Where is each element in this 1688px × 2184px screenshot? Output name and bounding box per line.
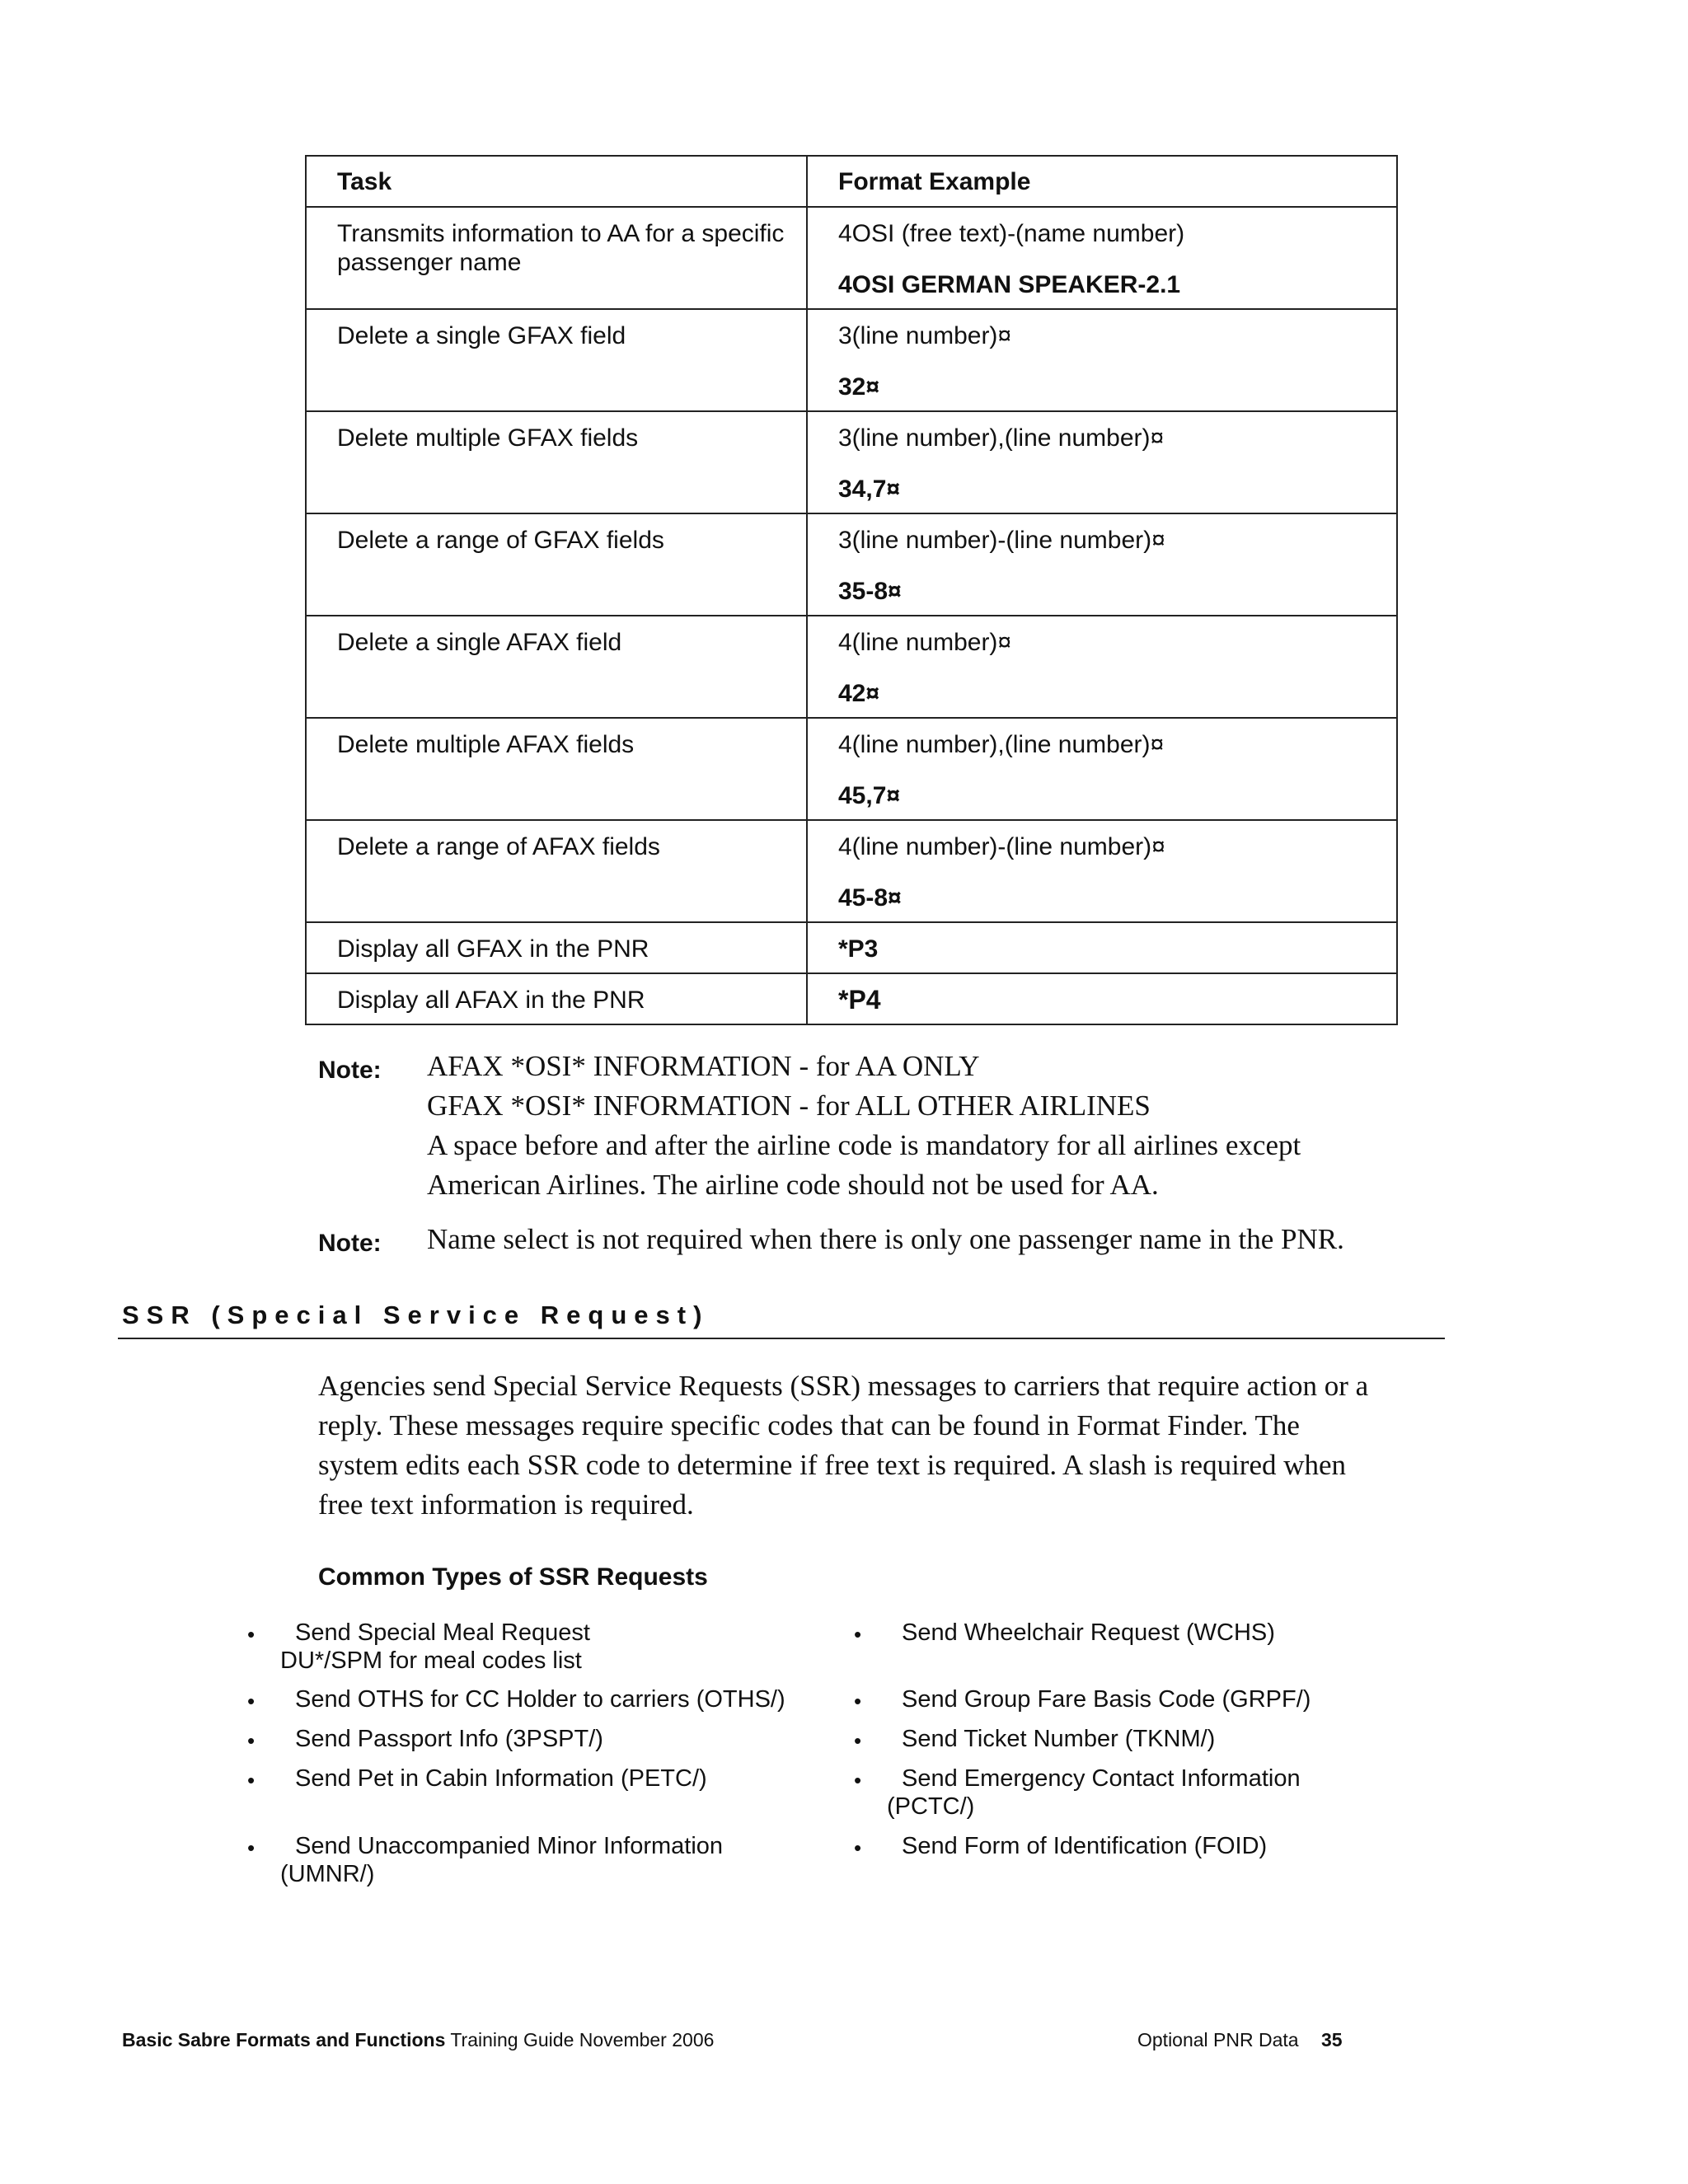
- section-divider: [118, 1338, 1445, 1339]
- note-text: [427, 1047, 1449, 1205]
- table-row: [306, 922, 1397, 973]
- format-pattern: 4(line number)-(line number)¤: [838, 833, 1165, 860]
- table-row: [306, 207, 1397, 309]
- format-cell: [807, 513, 1397, 616]
- note-label: Note:: [318, 1057, 382, 1084]
- list-item-text: Send Passport Info (3PSPT/): [295, 1726, 603, 1752]
- format-cell: [807, 718, 1397, 820]
- task-cell: Delete a range of AFAX fields: [306, 820, 807, 922]
- bullet-icon: •: [854, 1768, 862, 1793]
- note-line: AFAX *OSI* INFORMATION - for AA ONLY: [427, 1050, 980, 1082]
- footer-page-number: 35: [1321, 2029, 1343, 2050]
- table-row: [306, 820, 1397, 922]
- subheading: Common Types of SSR Requests: [318, 1563, 708, 1591]
- paragraph-line: free text information is required.: [318, 1488, 694, 1521]
- list-item-detail: DU*/SPM for meal codes list: [280, 1647, 582, 1674]
- task-cell: Delete a single AFAX field: [306, 616, 807, 718]
- format-example: 45-8¤: [838, 884, 902, 912]
- format-pattern: 4(line number)¤: [838, 629, 1012, 656]
- format-cell: [807, 922, 1397, 973]
- list-item-text: Send Form of Identification (FOID): [902, 1833, 1268, 1859]
- section-heading: SSR (Special Service Request): [122, 1301, 710, 1329]
- note-text: [427, 1220, 1449, 1259]
- format-table: [305, 155, 1398, 1025]
- format-cell: [807, 207, 1397, 309]
- format-example: 42¤: [838, 680, 880, 707]
- note-line: GFAX *OSI* INFORMATION - for ALL OTHER AIRLINES: [427, 1090, 1151, 1122]
- format-cell: [807, 820, 1397, 922]
- bullet-icon: •: [247, 1768, 256, 1793]
- task-cell: Delete a range of GFAX fields: [306, 513, 807, 616]
- task-cell: Delete a single GFAX field: [306, 309, 807, 411]
- note-line: Name select is not required when there is only one passenger name in the PNR.: [427, 1223, 1344, 1255]
- list-item-text: Send Pet in Cabin Information (PETC/): [295, 1765, 707, 1792]
- format-cell: [807, 309, 1397, 411]
- paragraph-line: system edits each SSR code to determine if free text is required. A slash is required when: [318, 1449, 1347, 1481]
- task-cell: Transmits information to AA for a specific passenger name: [306, 207, 807, 309]
- header-format-example: Format Example: [807, 156, 1397, 207]
- format-example: 34,7¤: [838, 476, 901, 503]
- format-cell: [807, 973, 1397, 1024]
- format-pattern: 4OSI (free text)-(name number): [838, 220, 1185, 247]
- list-item-text: Send Special Meal Request: [295, 1619, 590, 1646]
- bullet-icon: •: [854, 1689, 862, 1713]
- bullet-icon: •: [247, 1689, 256, 1713]
- footer-chapter: Optional PNR Data: [1137, 2029, 1299, 2050]
- list-item-text: Send Ticket Number (TKNM/): [902, 1726, 1216, 1752]
- format-cell: [807, 616, 1397, 718]
- bullet-icon: •: [247, 1728, 256, 1753]
- footer-book-subtitle: Training Guide November 2006: [445, 2029, 715, 2050]
- task-cell: Delete multiple GFAX fields: [306, 411, 807, 513]
- format-example: *P3: [838, 935, 879, 963]
- note-line: American Airlines. The airline code should not be used for AA.: [427, 1169, 1159, 1201]
- format-example: 35-8¤: [838, 578, 902, 605]
- list-item-text: Send Unaccompanied Minor Information: [295, 1833, 724, 1859]
- header-task: Task: [306, 156, 807, 207]
- list-item-text: Send Wheelchair Request (WCHS): [902, 1619, 1275, 1646]
- table-row: [306, 411, 1397, 513]
- format-pattern: 3(line number)¤: [838, 322, 1012, 349]
- bullet-icon: •: [247, 1622, 256, 1647]
- format-example: 32¤: [838, 373, 880, 401]
- task-cell: Display all GFAX in the PNR: [306, 922, 807, 973]
- footer-left: [122, 2029, 714, 2051]
- format-pattern: 3(line number),(line number)¤: [838, 424, 1165, 452]
- footer-book-title: Basic Sabre Formats and Functions: [122, 2029, 446, 2050]
- format-example: 4OSI GERMAN SPEAKER-2.1: [838, 271, 1181, 298]
- format-example: *P4: [838, 985, 881, 1015]
- task-cell: Delete multiple AFAX fields: [306, 718, 807, 820]
- bullet-icon: •: [854, 1622, 862, 1647]
- bullet-icon: •: [247, 1835, 256, 1860]
- table-row: [306, 616, 1397, 718]
- paragraph-line: Agencies send Special Service Requests (SSR) messages to carriers that require action or a: [318, 1370, 1369, 1402]
- format-cell: [807, 411, 1397, 513]
- paragraph-line: reply. These messages require specific codes that can be found in Format Finder. The: [318, 1409, 1300, 1441]
- list-item-detail: (PCTC/): [887, 1793, 975, 1820]
- section-paragraph: [318, 1366, 1423, 1525]
- table-header-row: [306, 156, 1397, 207]
- table-row: [306, 973, 1397, 1024]
- bullet-icon: •: [854, 1835, 862, 1860]
- list-item-text: Send OTHS for CC Holder to carriers (OTHS/): [295, 1686, 785, 1713]
- note-label: Note:: [318, 1230, 382, 1257]
- list-item-text: Send Emergency Contact Information: [902, 1765, 1301, 1792]
- format-pattern: 3(line number)-(line number)¤: [838, 527, 1165, 554]
- list-item-text: Send Group Fare Basis Code (GRPF/): [902, 1686, 1311, 1713]
- list-item-detail: (UMNR/): [280, 1861, 375, 1887]
- task-cell: Display all AFAX in the PNR: [306, 973, 807, 1024]
- note-line: A space before and after the airline code is mandatory for all airlines except: [427, 1129, 1301, 1161]
- bullet-icon: •: [854, 1728, 862, 1753]
- table-row: [306, 309, 1397, 411]
- format-example: 45,7¤: [838, 782, 901, 809]
- format-pattern: 4(line number),(line number)¤: [838, 731, 1165, 758]
- list-item: [295, 1619, 590, 1647]
- table-row: [306, 718, 1397, 820]
- table-row: [306, 513, 1397, 616]
